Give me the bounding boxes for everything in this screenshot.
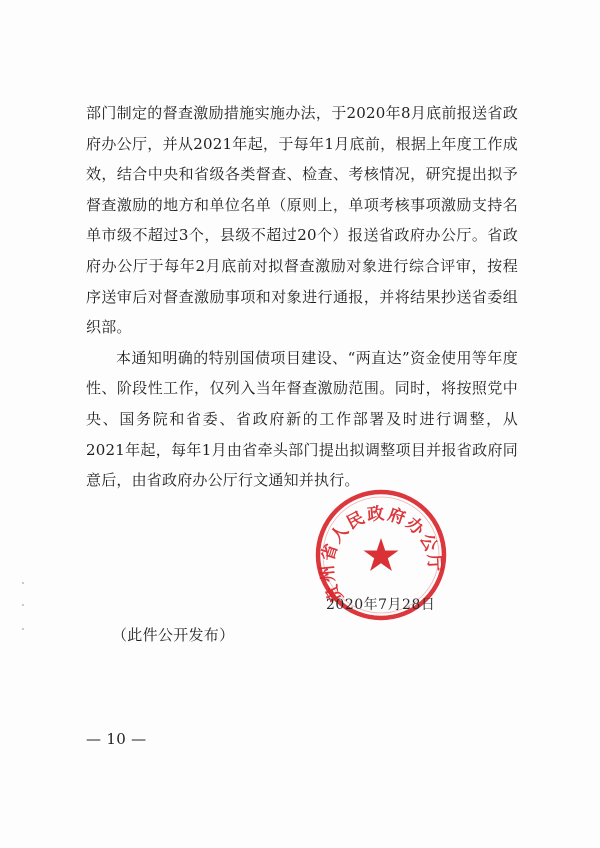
- scan-speck: [22, 582, 24, 584]
- scan-speck: [22, 604, 24, 606]
- paragraph-1: 部门制定的督查激励措施实施办法，于2020年8月底前报送省政府办公厅，并从2021年起，于每年1月底前，根据上年度工作成效，结合中央和省级各类督查、检查、考核情况，研究提出拟予督查激励的地方和单位名单（原则上，单项考核事项激励支持名单市级不超过3个，县级不超过20个）报送省政府办公厅。省政府办公厅于每年2月底前对拟督查激励对象进行综合评审，按程序送审后对督查激励事项和对象进行通报，并将结果抄送省委组织部。: [86, 104, 518, 337]
- seal-star-icon: [364, 538, 399, 571]
- release-note: （此件公开发布）: [112, 626, 235, 644]
- paragraph-2: 本通知明确的特别国债项目建设、“两直达”资金使用等年度性、阶段性工作，仅列入当年督查激励范围。同时，将按照党中央、国务院和省委、省政府新的工作部署及时进行调整，从2021年起，每年1月由省牵头部门提出拟调整项目并报省政府同意后，由省政府办公厅行文通知并执行。: [86, 348, 518, 490]
- seal-text: 贵州省人民政府办公厅: [317, 503, 445, 606]
- page-number: — 10 —: [86, 730, 147, 748]
- document-body: [86, 98, 518, 496]
- issue-date: 2020年7月28日: [326, 597, 436, 613]
- scan-speck: [22, 628, 24, 630]
